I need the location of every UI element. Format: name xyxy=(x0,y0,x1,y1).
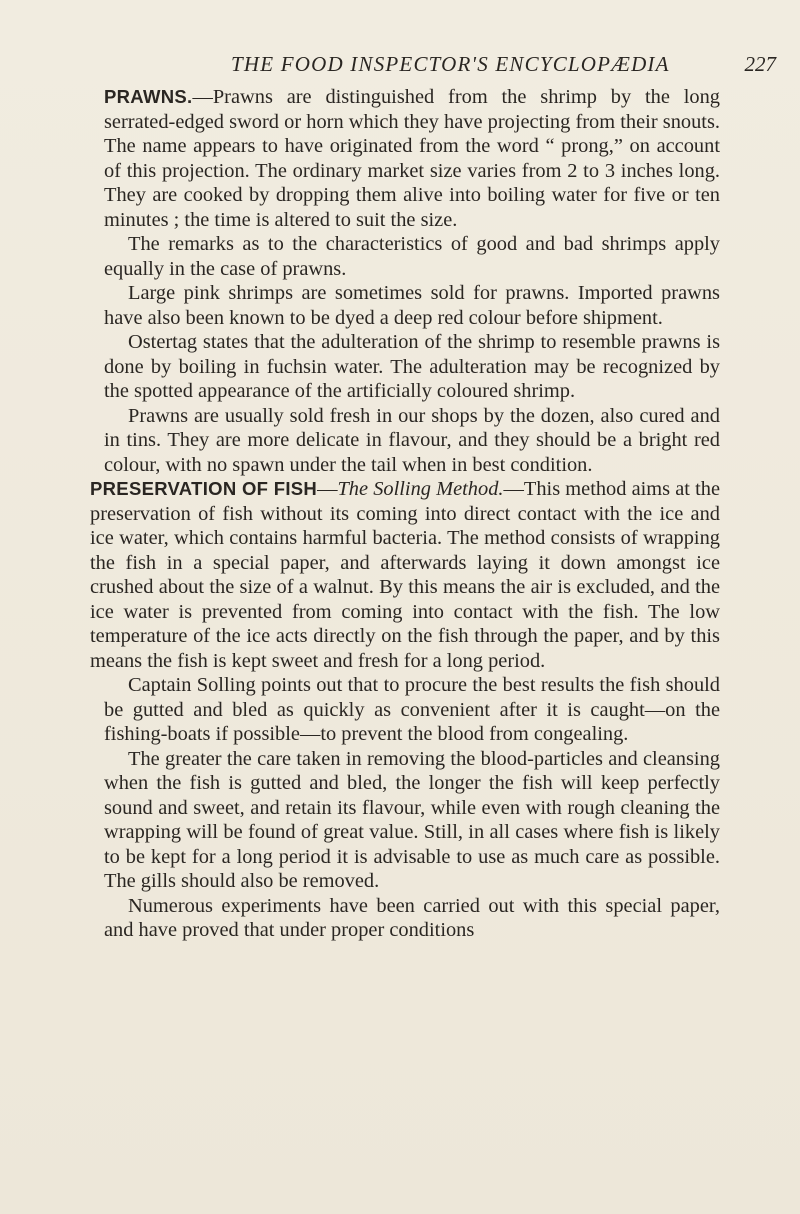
entry-subheading-solling-method: The Solling Method. xyxy=(337,478,504,500)
entry-heading-prawns: PRAWNS. xyxy=(104,86,193,107)
entry-heading-preservation: PRESERVATION OF FISH xyxy=(90,478,318,499)
entry-prawns xyxy=(104,85,720,232)
prawns-paragraph-5: Prawns are usually sold fresh in our shops by the dozen, also cured and in tins. They are more delicate in flavour, and they should be a bright red colour, with no spawn under the tail when in best condition. xyxy=(104,404,720,476)
running-title: THE FOOD INSPECTOR'S ENCYCLOPÆDIA xyxy=(231,52,670,76)
preservation-paragraph-3: The greater the care taken in removing the blood-particles and cleansing when the fish is gutted and bled, the longer the fish will keep perfectly sound and sweet, and retain its flavour, while even with rough cleaning the wrapping will be found of great value. Still, in all cases where fish is likely to be kept for a long period it is advisable to use as much care as possible. The gills should also be removed. xyxy=(104,747,720,892)
heading-dash: — xyxy=(317,478,338,500)
preservation-paragraph-1: —This method aims at the preservation of fish without its coming into direct contact with the ice and ice water, which contains harmful bacteria. The method consists of wrapping the fish in a special paper, and afterwards laying it down amongst ice crushed about the size of a walnut. By this means the air is excluded, and the ice water is prevented from coming into contact with the fish. The low temperature of the ice acts directly on the fish through the paper, and by this means the fish is kept sweet and fresh for a long period. xyxy=(90,478,720,672)
preservation-paragraph-2: Captain Solling points out that to procure the best results the fish should be gutted and bled as quickly as convenient after it is caught—on the fishing-boats if possible—to prevent the blood from congealing. xyxy=(104,674,720,745)
entry-preservation-of-fish xyxy=(90,477,720,673)
prawns-paragraph-2: The remarks as to the characteristics of good and bad shrimps apply equally in the case of prawns. xyxy=(104,233,720,280)
prawns-paragraph-3: Large pink shrimps are sometimes sold for prawns. Imported prawns have also been known to be dyed a deep red colour before shipment. xyxy=(104,282,720,329)
preservation-paragraph-4: Numerous experiments have been carried out with this special paper, and have proved that under proper conditions xyxy=(104,894,720,941)
page-body xyxy=(90,85,720,943)
page-number: 227 xyxy=(744,52,776,76)
prawns-paragraph-1: —Prawns are distinguished from the shrimp by the long serrated-edged sword or horn which they have projecting from their snouts. The name appears to have originated from the word “ prong,” on account of this projection. The ordinary market size varies from 2 to 3 inches long. They are cooked by dropping them alive into boiling water for five or ten minutes ; the time is altered to suit the size. xyxy=(104,86,720,231)
prawns-paragraph-4: Ostertag states that the adulteration of the shrimp to resemble prawns is done by boiling in fuchsin water. The adulteration may be recognized by the spotted appearance of the artificially coloured shrimp. xyxy=(104,331,720,402)
page-header xyxy=(231,52,776,84)
